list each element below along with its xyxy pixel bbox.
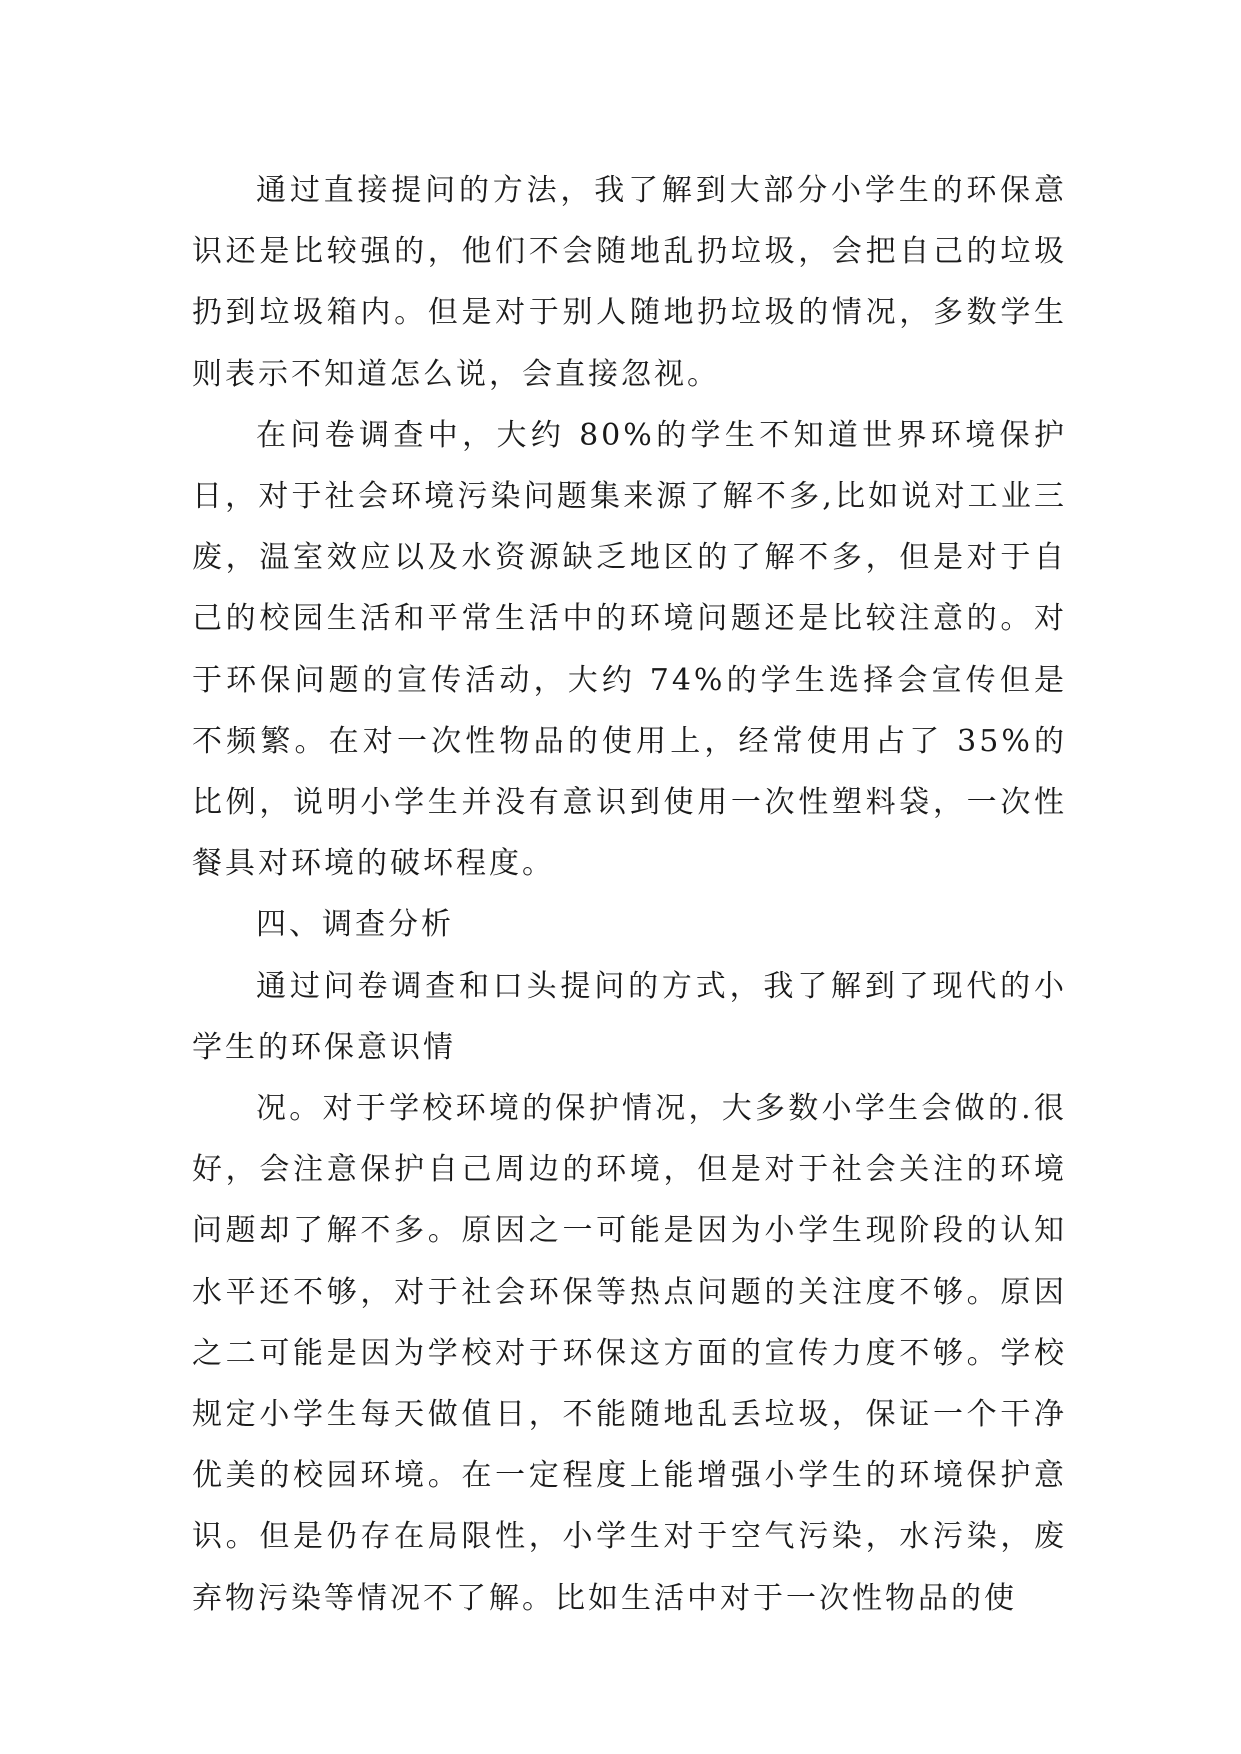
document-body	[192, 160, 1067, 1629]
section-heading-survey-analysis: 四、调查分析	[256, 907, 454, 943]
paragraph-direct-questioning: 通过直接提问的方法，我了解到大部分小学生的环保意识还是比较强的，他们不会随地乱扔垃圾，会把自己的垃圾扔到垃圾箱内。但是对于别人随地扔垃圾的情况，多数学生则表示不知道怎么说，会直接忽视。	[192, 173, 1067, 392]
paragraph-analysis-intro: 通过问卷调查和口头提问的方式，我了解到了现代的小学生的环保意识情	[192, 968, 1067, 1065]
paragraph-questionnaire-results: 在问卷调查中，大约 80%的学生不知道世界环境保护日，对于社会环境污染问题集来源了解不多,比如说对工业三废，温室效应以及水资源缺乏地区的了解不多，但是对于自己的校园生活和平常生活中的环境问题还是比较注意的。对于环保问题的宣传活动，大约 74%的学生选择会宣传但是不频繁。在对一次性物品的使用上，经常使用占了 35%的比例，说明小学生并没有意识到使用一次性塑料袋，一次性餐具对环境的破坏程度。	[192, 417, 1067, 882]
paragraph-analysis-body: 况。对于学校环境的保护情况，大多数小学生会做的.很好，会注意保护自己周边的环境，但是对于社会关注的环境问题却了解不多。原因之一可能是因为小学生现阶段的认知水平还不够，对于社会环保等热点问题的关注度不够。原因之二可能是因为学校对于环保这方面的宣传力度不够。学校规定小学生每天做值日，不能随地乱丢垃圾，保证一个干净优美的校园环境。在一定程度上能增强小学生的环境保护意识。但是仍存在局限性，小学生对于空气污染，水污染，废弃物污染等情况不了解。比如生活中对于一次性物品的使	[192, 1091, 1067, 1616]
